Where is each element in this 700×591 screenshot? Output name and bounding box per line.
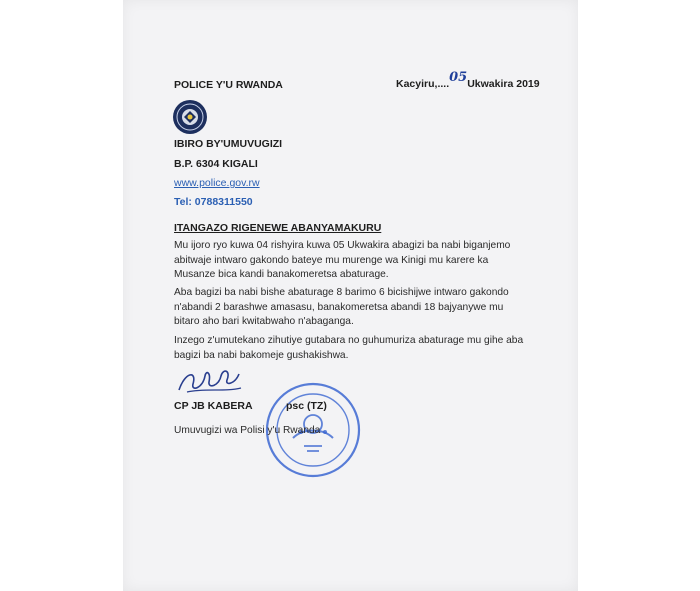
- date-place: Kacyiru,: [396, 78, 438, 90]
- date-month-year: Ukwakira 2019: [467, 78, 540, 90]
- document-title: ITANGAZO RIGENEWE ABANYAMAKURU: [174, 222, 382, 234]
- po-box: B.P. 6304 KIGALI: [174, 158, 258, 170]
- handwritten-signature-icon: [175, 362, 247, 398]
- signatory-name: CP JB KABERA: [174, 400, 253, 412]
- signatory-suffix: psc (TZ): [286, 400, 327, 412]
- police-logo-icon: [171, 98, 209, 136]
- telephone: Tel: 0788311550: [174, 196, 253, 208]
- office-name: IBIRO BY'UMUVUGIZI: [174, 138, 283, 150]
- signatory-role: Umuvugizi wa Polisi y'u Rwanda: [174, 425, 321, 436]
- paragraph-2: Aba bagizi ba nabi bishe abaturage 8 barimo 6 bicishijwe intwaro gakondo n'abandi 2 barashwe amasasu, banakomeretsa abandi 18 bajyanywe mu bitaro aho bari kwitabwaho n'abaganga.: [174, 287, 509, 327]
- date-line: [396, 70, 540, 91]
- website-link[interactable]: www.police.gov.rw: [174, 177, 260, 189]
- org-name: POLICE Y'U RWANDA: [174, 79, 283, 91]
- paragraph-1: Mu ijoro ryo kuwa 04 rishyira kuwa 05 Ukwakira abagizi ba nabi biganjemo abitwaje intwaro gakondo bateye mu murenge wa Kinigi mu karere ka Musanze bica kandi banakomeretsa abaturage.: [174, 240, 511, 280]
- date-dots: ....: [437, 78, 450, 90]
- letter-page: [123, 0, 578, 591]
- paragraph-3: Inzego z'umutekano zihutiye gutabara no guhumuriza abaturage mu gihe aba bagizi ba nabi bakomeje gushakishwa.: [174, 335, 524, 361]
- date-day-handwritten: 05: [449, 70, 468, 85]
